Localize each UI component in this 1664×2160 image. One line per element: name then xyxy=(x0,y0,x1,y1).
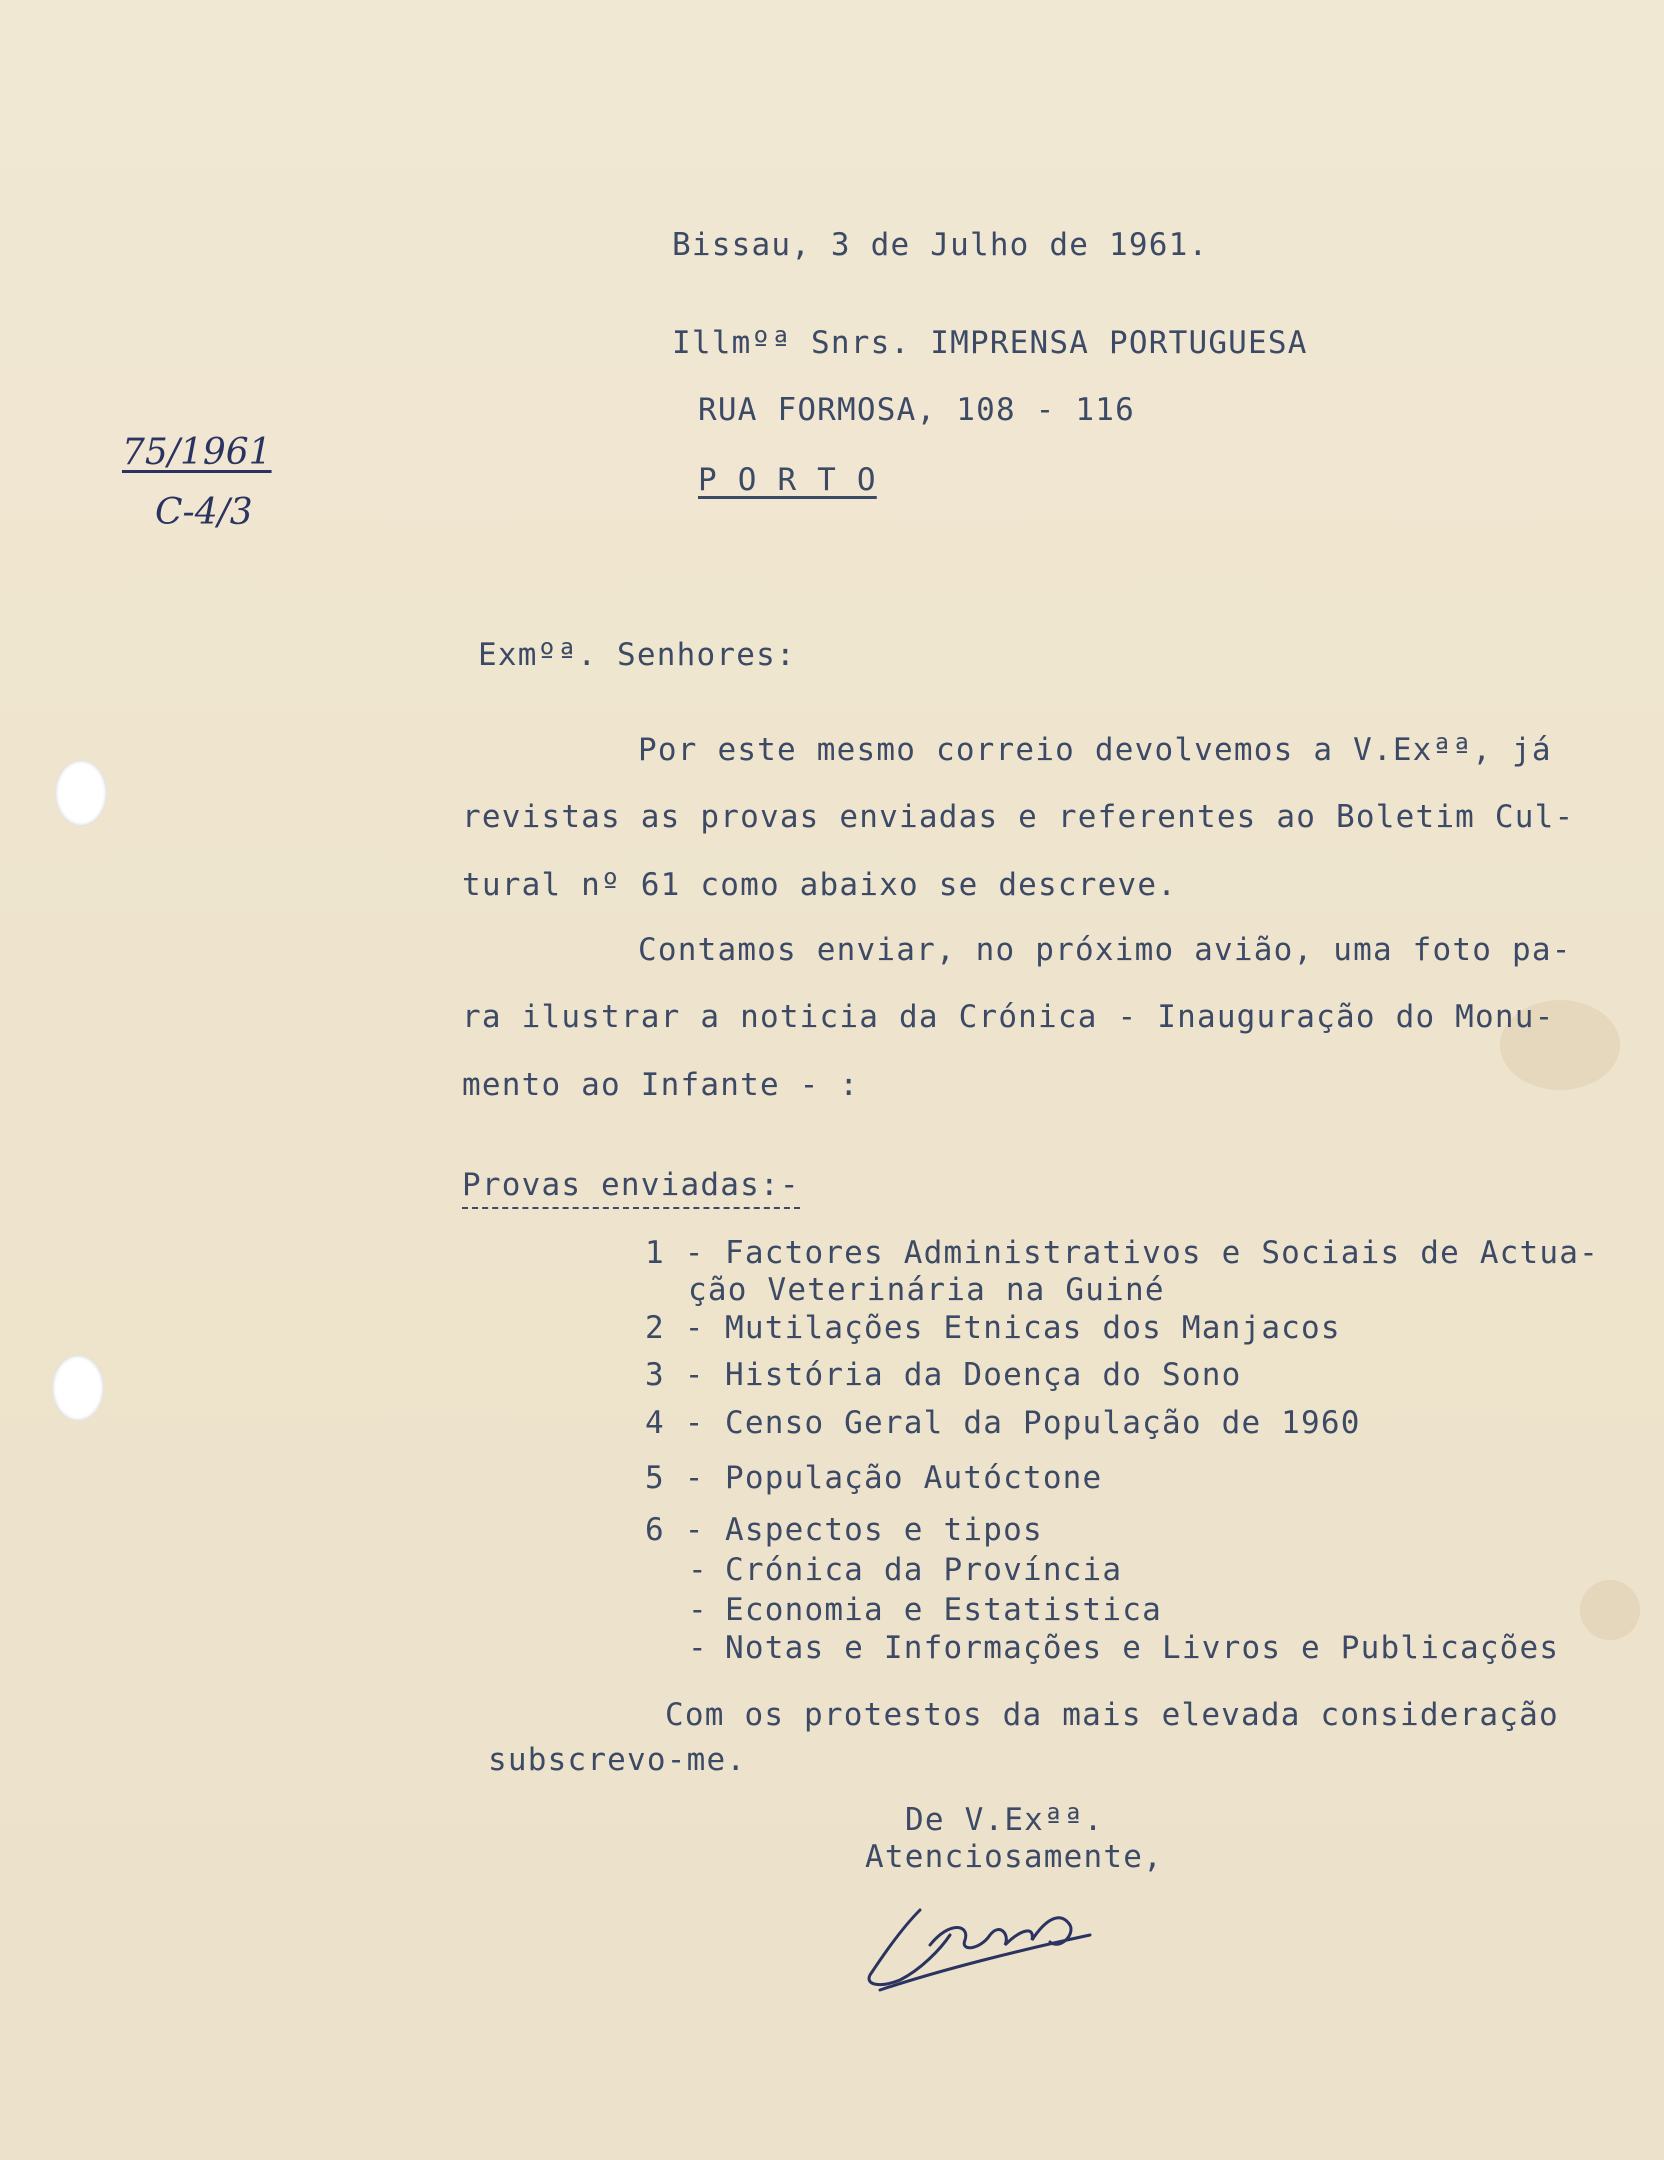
list-heading-text: Provas enviadas:- xyxy=(462,1167,800,1209)
list-item-number: - xyxy=(688,1552,708,1588)
list-item-continuation: ção Veterinária na Guiné xyxy=(688,1272,1165,1308)
signature-icon xyxy=(860,1880,1140,2010)
date-line: Bissau, 3 de Julho de 1961. xyxy=(672,227,1209,263)
closing-line-3: De V.Exªª. xyxy=(905,1802,1104,1838)
body-line: revistas as provas enviadas e referentes ao Boletim Cul- xyxy=(462,799,1575,835)
recipient-line-2: RUA FORMOSA, 108 - 116 xyxy=(698,392,1135,428)
list-item-number: - xyxy=(688,1630,708,1666)
reference-code: C-4/3 xyxy=(155,492,253,533)
list-item: Mutilações Etnicas dos Manjacos xyxy=(725,1310,1341,1346)
list-item-number: 5 - xyxy=(645,1460,705,1496)
recipient-line-1: Illmºª Snrs. IMPRENSA PORTUGUESA xyxy=(672,325,1308,361)
list-heading xyxy=(462,1167,800,1203)
list-item: População Autóctone xyxy=(725,1460,1103,1496)
body-line: Por este mesmo correio devolvemos a V.Exªª, já xyxy=(638,732,1552,768)
reference-number: 75/1961 xyxy=(122,432,272,473)
paper-stain xyxy=(1580,1580,1640,1640)
list-item-number: 1 - xyxy=(645,1235,705,1271)
punch-hole-bottom xyxy=(52,1355,104,1421)
salutation: Exmºª. Senhores: xyxy=(478,637,796,673)
closing-line-2: subscrevo-me. xyxy=(488,1742,747,1778)
list-item-number: - xyxy=(688,1592,708,1628)
list-item: História da Doença do Sono xyxy=(725,1357,1242,1393)
body-line: ra ilustrar a noticia da Crónica - Inauguração do Monu- xyxy=(462,999,1555,1035)
closing-line-1: Com os protestos da mais elevada consideração xyxy=(665,1697,1559,1733)
list-item-number: 2 - xyxy=(645,1310,705,1346)
list-item: Notas e Informações e Livros e Publicações xyxy=(725,1630,1560,1666)
list-item: Censo Geral da População de 1960 xyxy=(725,1405,1361,1441)
list-item-number: 4 - xyxy=(645,1405,705,1441)
list-item: Factores Administrativos e Sociais de Actua- xyxy=(725,1235,1599,1271)
punch-hole-top xyxy=(55,760,107,826)
list-item: Economia e Estatistica xyxy=(725,1592,1162,1628)
recipient-city: P O R T O xyxy=(698,462,877,498)
list-item: Aspectos e tipos xyxy=(725,1512,1043,1548)
list-item-number: 3 - xyxy=(645,1357,705,1393)
body-line: Contamos enviar, no próximo avião, uma foto pa- xyxy=(638,932,1572,968)
body-line: mento ao Infante - : xyxy=(462,1067,860,1103)
body-line: tural nº 61 como abaixo se descreve. xyxy=(462,867,1178,903)
list-item: Crónica da Província xyxy=(725,1552,1123,1588)
closing-line-4: Atenciosamente, xyxy=(865,1839,1163,1875)
list-item-number: 6 - xyxy=(645,1512,705,1548)
